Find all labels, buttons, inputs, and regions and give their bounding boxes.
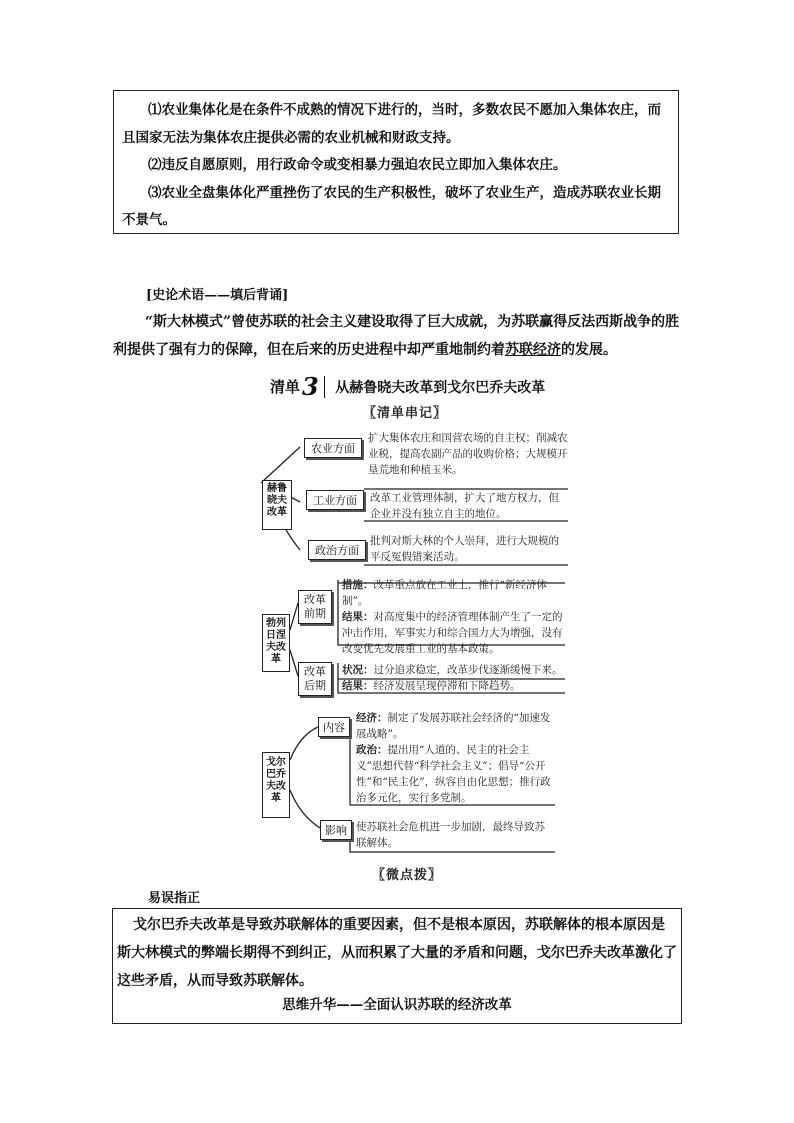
detail-item: [342, 577, 566, 609]
node-char: 日: [266, 630, 276, 641]
item-value: 改革重点放在工业上，推行“新经济体制”。: [342, 579, 547, 607]
category-line: 后期: [304, 679, 326, 692]
node-char: 戈: [266, 757, 276, 768]
list-heading: 从赫鲁晓夫改革到戈尔巴乔夫改革: [335, 379, 546, 396]
analysis-point-3: ⑶农业全盘集体化严重挫伤了农民的生产积极性，破坏了农业生产，造成苏联农业长期不景气。: [122, 184, 661, 228]
category-politics: 政治方面: [308, 540, 366, 560]
item-key: 状况：: [342, 664, 374, 676]
list-number: 3: [302, 372, 319, 401]
list-subheading: 〖清单串记〗: [363, 406, 448, 421]
category-line: 改革: [304, 665, 326, 678]
item-key: 结果：: [342, 680, 374, 692]
intro-text-end: 的发展。: [561, 342, 617, 358]
node-char: 列: [276, 618, 286, 629]
politics-detail: 批判对斯大林的个人崇拜，进行大规模的平反冤假错案活动。: [370, 535, 559, 563]
category-late-period: [298, 662, 332, 696]
analysis-point-2: ⑵违反自愿原则，用行政命令或变相暴力强迫农民立即加入集体农庄。: [148, 157, 567, 173]
content-detail: [356, 710, 552, 806]
detail-item: [342, 609, 566, 657]
tip-subheading: 〖微点拨〗: [372, 868, 443, 883]
node-char: 夫: [277, 495, 287, 506]
category-line: 前期: [304, 607, 326, 620]
khrushchev-reform-node: [262, 480, 292, 530]
item-key: 经济：: [356, 712, 388, 724]
analysis-point-1: ⑴农业集体化是在条件不成熟的情况下进行的，当时，多数农民不愿加入集体农庄，而且国家无法为集体农庄提供必需的农业机械和财政支持。: [122, 102, 661, 146]
node-char: 夫: [266, 642, 276, 653]
intro-underlined: 苏联经济: [505, 342, 561, 358]
node-char: 勃: [266, 618, 276, 629]
detail-item: [342, 662, 566, 678]
detail-item: [342, 678, 566, 694]
node-char: 革: [271, 793, 281, 804]
node-char: 尔: [276, 757, 286, 768]
item-value: 提出用“人道的、民主的社会主义”思想代替“科学社会主义”；倡导“公开性”和“民主化”，纵容自由化思想；推行政治多元化，实行多党制。: [356, 744, 551, 804]
correction-box: [112, 908, 682, 1024]
item-value: 经济发展呈现停滞和下降趋势。: [373, 680, 521, 692]
item-key: 结果：: [342, 611, 374, 623]
item-key: 政治：: [356, 744, 388, 756]
category-early-period: [298, 590, 332, 624]
late-period-detail: [342, 662, 566, 694]
detail-item: [356, 710, 552, 742]
item-value: 对高度集中的经济管理体制产生了一定的冲击作用，军事实力和综合国力大为增强，没有改变优先发展重工业的基本政策。: [342, 611, 563, 655]
category-industry: 工业方面: [306, 490, 364, 510]
node-char: 夫: [266, 781, 276, 792]
category-impact: 影响: [320, 820, 352, 840]
item-value: 制定了发展苏联社会经济的“加速发展战略”。: [356, 712, 551, 740]
industry-detail: 改革工业管理体制，扩大了地方权力，但企业并没有独立自主的地位。: [370, 492, 559, 520]
category-agriculture: 农业方面: [304, 438, 362, 458]
list-label: 清单: [270, 378, 301, 396]
correction-text: 戈尔巴乔夫改革是导致苏联解体的重要因素，但不是根本原因，苏联解体的根本原因是斯大林模式的弊端长期得不到纠正，从而积累了大量的矛盾和问题，戈尔巴乔夫改革激化了这些矛盾，从而导致苏联解体。: [117, 917, 677, 989]
summary-heading: 思维升华——全面认识苏联的经济改革: [282, 997, 512, 1013]
intro-text: “斯大林模式”曾使苏联的社会主义建设取得了巨大成就，为苏联赢得反法西斯战争的胜利提供了强有力的保障，但在后来的历史进程中却严重地制约着: [113, 314, 680, 358]
node-char: 乔: [276, 769, 286, 780]
node-char: 改: [267, 507, 277, 518]
node-char: 革: [271, 654, 281, 665]
node-char: 改: [276, 642, 286, 653]
category-content: 内容: [318, 717, 350, 737]
category-line: 改革: [304, 593, 326, 606]
node-char: 改: [276, 781, 286, 792]
item-value: 过分追求稳定，改革步伐逐渐缓慢下来。: [373, 664, 563, 676]
early-period-detail: [342, 577, 566, 657]
node-char: 赫: [267, 483, 277, 494]
agriculture-detail: 扩大集体农庄和国营农场的自主权；削减农业税，提高农副产品的收购价格；大规模开垦荒地和种植玉米。: [368, 432, 568, 476]
node-char: 革: [277, 507, 287, 518]
brezhnev-reform-node: [262, 614, 290, 672]
node-char: 涅: [276, 630, 286, 641]
impact-detail: 使苏联社会危机进一步加剧，最终导致苏联解体。: [356, 821, 545, 849]
node-char: 巴: [266, 769, 276, 780]
gorbachev-reform-node: [262, 752, 290, 818]
node-char: 晓: [267, 495, 277, 506]
detail-item: [356, 742, 552, 806]
section-label: [史论术语——填后背诵]: [146, 288, 289, 303]
node-char: 鲁: [277, 483, 287, 494]
correction-label: 易误指正: [148, 891, 201, 906]
item-key: 措施：: [342, 579, 374, 591]
